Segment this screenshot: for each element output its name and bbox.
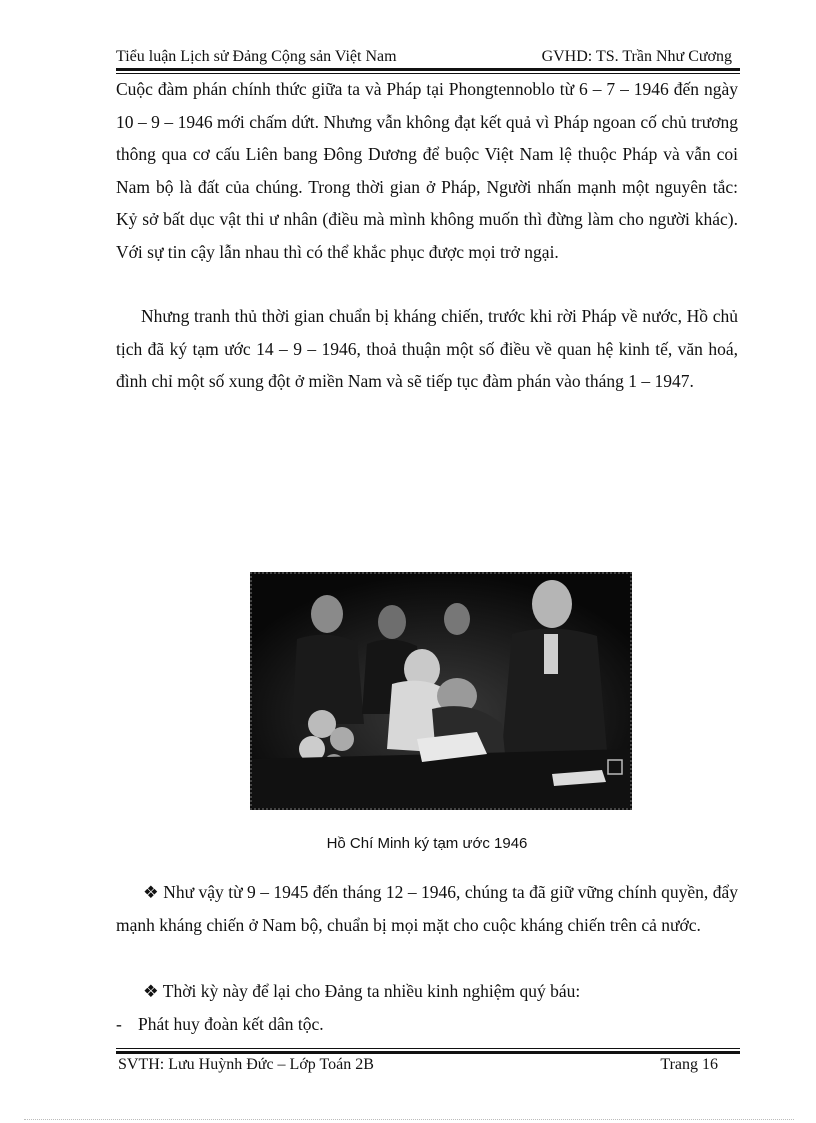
- footer-student: SVTH: Lưu Huỳnh Đức – Lớp Toán 2B: [118, 1056, 374, 1073]
- diamond-bullet-icon: ❖: [143, 882, 159, 902]
- dash-bullet: -: [116, 1014, 122, 1034]
- paragraph-modus-vivendi: Nhưng tranh thủ thời gian chuẩn bị kháng chiến, trước khi rời Pháp về nước, Hồ chủ tịch đã ký tạm ước 14 – 9 – 1946, thoả thuận một số điều về quan hệ kinh tế, văn hoá, đình chỉ một số xung đột ở miền Nam và sẽ tiếp tục đàm phán vào tháng 1 – 1947.: [116, 306, 738, 392]
- bullet-text: Như vậy từ 9 – 1945 đến tháng 12 – 1946, chúng ta đã giữ vững chính quyền, đẩy mạnh kháng chiến ở Nam bộ, chuẩn bị mọi mặt cho cuộc kháng chiến trên cả nước.: [116, 882, 738, 935]
- bullet-item: [116, 876, 738, 941]
- footer-rule-thick: [116, 1051, 740, 1054]
- header-advisor: GVHD: TS. Trần Như Cương: [541, 48, 732, 65]
- figure-caption: Hồ Chí Minh ký tạm ước 1946: [326, 835, 528, 852]
- page-header: [116, 48, 738, 70]
- photo-signing-scene: [252, 574, 630, 808]
- paragraph-negotiation: Cuộc đàm phán chính thức giữa ta và Pháp tại Phongtennoblo từ 6 – 7 – 1946 đến ngày 10 – 9 – 1946 mới chấm dứt. Nhưng vẫn không đạt kết quả vì Pháp ngoan cố chủ trương thông qua cơ cấu Liên bang Đông Dương để buộc Việt Nam lệ thuộc Pháp và vẫn coi Nam bộ là đất của chúng. Trong thời gian ở Pháp, Người nhấn mạnh một nguyên tắc: Kỷ sở bất dục vật thi ư nhân (điều mà mình không muốn thì đừng làm cho người khác). Với sự tin cậy lẫn nhau thì có thể khắc phục được mọi trở ngại.: [116, 79, 738, 262]
- dash-list-item: [116, 1008, 738, 1041]
- bullet-item: [116, 975, 738, 1008]
- footer-rule-thin: [116, 1048, 740, 1049]
- diamond-bullet-icon: ❖: [143, 981, 159, 1001]
- bullet-text: Thời kỳ này để lại cho Đảng ta nhiều kinh nghiệm quý báu:: [162, 981, 581, 1001]
- page-bottom-divider: [24, 1119, 794, 1120]
- header-course-title: Tiểu luận Lịch sử Đảng Cộng sản Việt Nam: [116, 48, 397, 65]
- historical-photo: [250, 572, 632, 810]
- page-footer: [116, 1056, 738, 1078]
- header-rule-thick: [116, 68, 740, 71]
- page-number: Trang 16: [660, 1056, 718, 1073]
- dash-item-text: Phát huy đoàn kết dân tộc.: [138, 1014, 324, 1034]
